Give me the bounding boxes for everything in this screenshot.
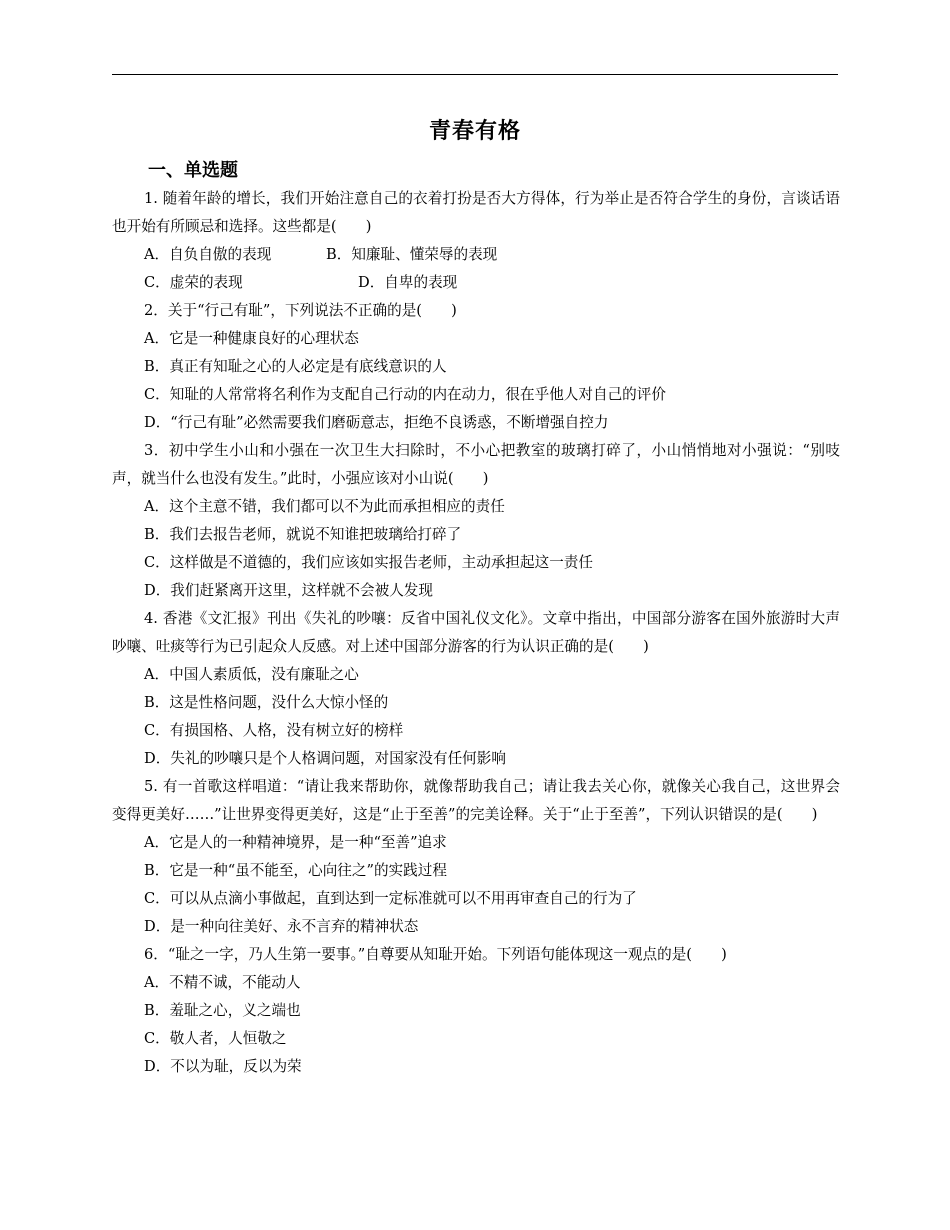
question-2 (112, 297, 840, 437)
option-d: D．我们赶紧离开这里，这样就不会被人发现 (144, 582, 433, 599)
question-stem: 2．关于“行己有耻”，下列说法不正确的是( ) (144, 302, 457, 319)
option-b: B．我们去报告老师，就说不知谁把玻璃给打碎了 (144, 526, 462, 543)
option-d: D．“行己有耻”必然需要我们磨砺意志，拒绝不良诱惑，不断增强自控力 (144, 414, 609, 431)
option-row (112, 269, 840, 297)
option-a: A．自负自傲的表现 (144, 246, 272, 263)
option-row (112, 241, 840, 269)
option-b: B．知廉耻、懂荣辱的表现 (326, 246, 498, 263)
option-c: C．虚荣的表现 (144, 274, 243, 291)
option-c: C．有损国格、人格，没有树立好的榜样 (144, 722, 404, 739)
question-stem: 4. 香港《文汇报》刊出《失礼的吵嚷：反省中国礼仪文化》。文章中指出，中国部分游客在国外旅游时大声吵嚷、吐痰等行为已引起众人反感。对上述中国部分游客的行为认识正确的是( ) (112, 610, 840, 655)
option-d: D．不以为耻，反以为荣 (144, 1058, 302, 1075)
question-1 (112, 185, 840, 297)
question-4 (112, 605, 840, 773)
option-a: A．它是人的一种精神境界，是一种“至善”追求 (144, 834, 447, 851)
option-a: A．中国人素质低，没有廉耻之心 (144, 666, 359, 683)
option-c: C．这样做是不道德的，我们应该如实报告老师，主动承担起这一责任 (144, 554, 593, 571)
option-d: D．自卑的表现 (358, 274, 458, 291)
option-b: B．这是性格问题，没什么大惊小怪的 (144, 694, 389, 711)
question-stem: 1. 随着年龄的增长，我们开始注意自己的衣着打扮是否大方得体，行为举止是否符合学生的身份，言谈话语也开始有所顾忌和选择。这些都是( ) (112, 190, 840, 235)
question-6 (112, 941, 840, 1081)
option-a: A．它是一种健康良好的心理状态 (144, 330, 359, 347)
option-c: C．知耻的人常常将名利作为支配自己行动的内在动力，很在乎他人对自己的评价 (144, 386, 666, 403)
option-a: A．这个主意不错，我们都可以不为此而承担相应的责任 (144, 498, 505, 515)
option-b: B．它是一种“虽不能至，心向往之”的实践过程 (144, 862, 447, 879)
section-heading: 一、单选题 (148, 160, 238, 181)
page-title: 青春有格 (428, 119, 521, 144)
option-c: C．可以从点滴小事做起，直到达到一定标准就可以不用再审查自己的行为了 (144, 890, 637, 907)
question-stem: 6．“耻之一字，乃人生第一要事。”自尊要从知耻开始。下列语句能体现这一观点的是( ) (144, 946, 727, 963)
question-list (112, 185, 840, 1081)
option-d: D．是一种向往美好、永不言弃的精神状态 (144, 918, 419, 935)
question-stem: 3．初中学生小山和小强在一次卫生大扫除时，不小心把教室的玻璃打碎了，小山悄悄地对小强说：“别吱声，就当什么也没有发生。”此时，小强应该对小山说( ) (112, 442, 840, 487)
option-c: C．敬人者，人恒敬之 (144, 1030, 287, 1047)
question-5 (112, 773, 840, 941)
option-d: D．失礼的吵嚷只是个人格调问题，对国家没有任何影响 (144, 750, 506, 767)
question-stem: 5. 有一首歌这样唱道：“请让我来帮助你，就像帮助我自己；请让我去关心你，就像关心我自己，这世界会变得更美好……”让世界变得更美好，这是“止于至善”的完美诠释。关于“止于至善”，下列认识错误的是( ) (112, 778, 840, 823)
option-b: B．真正有知耻之心的人必定是有底线意识的人 (144, 358, 447, 375)
header-rule (112, 74, 838, 75)
option-b: B．羞耻之心，义之端也 (144, 1002, 301, 1019)
question-3 (112, 437, 840, 605)
option-a: A．不精不诚，不能动人 (144, 974, 301, 991)
